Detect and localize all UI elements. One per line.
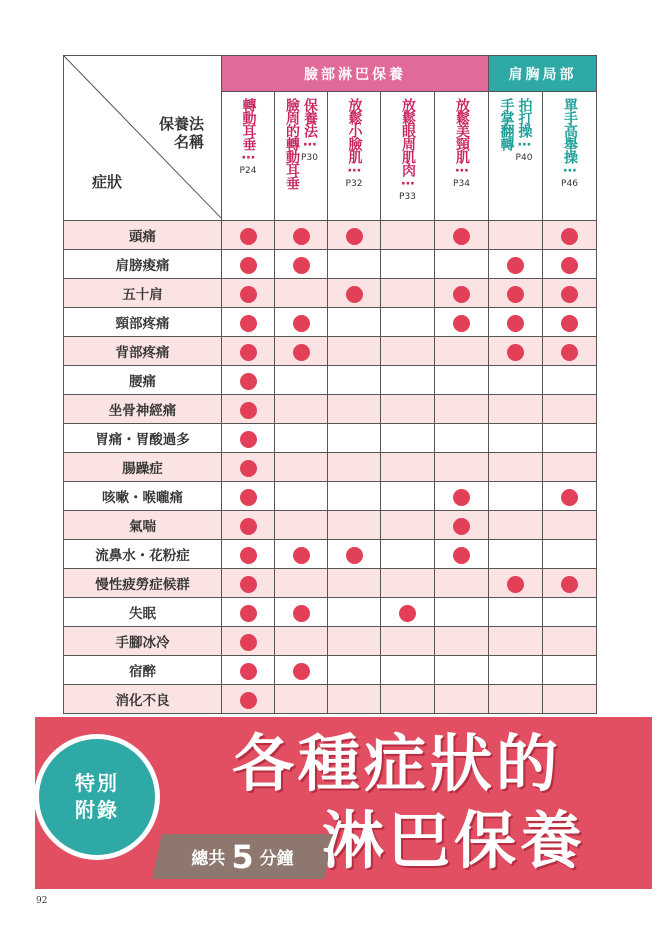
effect-cell — [543, 511, 597, 540]
table-row — [64, 337, 597, 366]
effect-cell — [381, 308, 435, 337]
effective-dot-icon — [293, 228, 310, 245]
effect-cell — [328, 482, 381, 511]
method-name-text: 拍打操⋯ — [516, 98, 533, 152]
effect-cell — [275, 250, 328, 279]
effect-cell — [275, 656, 328, 685]
effective-dot-icon — [453, 315, 470, 332]
method-header-6 — [489, 92, 543, 221]
table-row — [64, 366, 597, 395]
effect-cell — [381, 569, 435, 598]
method-name-text: 轉動耳垂⋯ — [240, 98, 257, 165]
effect-cell — [489, 569, 543, 598]
effect-cell — [489, 511, 543, 540]
effect-cell — [381, 279, 435, 308]
symptom-label: 腰痛 — [64, 366, 222, 395]
method-name-text: 臉周的轉動耳垂 — [284, 98, 301, 189]
method-page-ref: P32 — [345, 179, 363, 189]
effect-cell — [543, 221, 597, 250]
effect-cell — [435, 569, 489, 598]
effect-cell — [543, 308, 597, 337]
table-row — [64, 221, 597, 250]
effect-cell — [543, 453, 597, 482]
effect-cell — [489, 308, 543, 337]
symptom-label: 慢性疲勞症候群 — [64, 569, 222, 598]
effect-cell — [435, 221, 489, 250]
method-page-ref: P30 — [301, 153, 318, 163]
effect-cell — [435, 656, 489, 685]
effect-cell — [222, 627, 275, 656]
effect-cell — [435, 308, 489, 337]
effect-cell — [381, 482, 435, 511]
effect-cell — [328, 221, 381, 250]
effective-dot-icon — [240, 344, 257, 361]
effect-cell — [489, 685, 543, 714]
method-title — [381, 92, 434, 202]
effect-cell — [381, 366, 435, 395]
effect-cell — [435, 685, 489, 714]
effect-cell — [381, 685, 435, 714]
symptom-label: 胃痛・胃酸過多 — [64, 424, 222, 453]
method-header-7 — [543, 92, 597, 221]
effect-cell — [222, 424, 275, 453]
table-row — [64, 569, 597, 598]
method-name-text: 手掌翻轉 — [498, 98, 515, 150]
effect-cell — [328, 395, 381, 424]
effect-cell — [543, 366, 597, 395]
effective-dot-icon — [240, 286, 257, 303]
effective-dot-icon — [240, 315, 257, 332]
method-page-ref: P46 — [561, 179, 578, 189]
effect-cell — [328, 337, 381, 366]
effective-dot-icon — [293, 547, 310, 564]
effect-cell — [435, 627, 489, 656]
effective-dot-icon — [240, 576, 257, 593]
effect-cell — [275, 482, 328, 511]
effect-cell — [489, 337, 543, 366]
method-title-column — [240, 98, 257, 176]
banner-title-line2: 淋巴保養 — [322, 804, 587, 877]
method-page-ref: P34 — [453, 179, 470, 189]
effective-dot-icon — [453, 518, 470, 535]
method-title — [328, 92, 380, 189]
method-title-column — [453, 98, 470, 189]
table-row — [64, 511, 597, 540]
symptom-label: 咳嗽・喉嚨痛 — [64, 482, 222, 511]
effective-dot-icon — [561, 228, 578, 245]
effective-dot-icon — [346, 286, 363, 303]
effective-dot-icon — [561, 315, 578, 332]
effect-cell — [381, 540, 435, 569]
effect-cell — [222, 221, 275, 250]
effect-cell — [543, 482, 597, 511]
corner-symptom-label: 症狀 — [92, 173, 123, 191]
effect-cell — [543, 685, 597, 714]
effective-dot-icon — [293, 663, 310, 680]
effective-dot-icon — [453, 286, 470, 303]
effect-cell — [328, 540, 381, 569]
effect-cell — [489, 221, 543, 250]
effect-cell — [489, 424, 543, 453]
method-name-text: 放鬆小臉肌⋯ — [346, 98, 363, 178]
effective-dot-icon — [240, 518, 257, 535]
effect-cell — [381, 337, 435, 366]
effect-cell — [328, 598, 381, 627]
effective-dot-icon — [561, 286, 578, 303]
effect-cell — [275, 685, 328, 714]
effect-cell — [543, 540, 597, 569]
corner-method-label-line2: 名稱 — [173, 133, 204, 151]
effect-cell — [275, 366, 328, 395]
symptom-label: 坐骨神經痛 — [64, 395, 222, 424]
method-title-column — [561, 98, 578, 189]
table-row — [64, 598, 597, 627]
effect-cell — [222, 540, 275, 569]
ribbon-suffix: 分鐘 — [259, 849, 294, 869]
effect-cell — [381, 453, 435, 482]
symptom-label: 肩膀痠痛 — [64, 250, 222, 279]
effective-dot-icon — [293, 257, 310, 274]
effective-dot-icon — [293, 605, 310, 622]
effect-cell — [435, 424, 489, 453]
effective-dot-icon — [240, 692, 257, 709]
effect-cell — [222, 279, 275, 308]
method-name-text: 單手高舉操⋯ — [561, 98, 578, 178]
effective-dot-icon — [293, 344, 310, 361]
effective-dot-icon — [293, 315, 310, 332]
effective-dot-icon — [561, 576, 578, 593]
symptom-label: 手腳冰冷 — [64, 627, 222, 656]
method-title — [275, 92, 327, 189]
effect-cell — [222, 482, 275, 511]
special-appendix-badge — [39, 739, 155, 855]
effect-cell — [435, 540, 489, 569]
symptom-label: 腸躁症 — [64, 453, 222, 482]
effect-cell — [275, 279, 328, 308]
effect-cell — [489, 250, 543, 279]
method-name-text: 放鬆美頸肌⋯ — [453, 98, 470, 178]
method-title — [543, 92, 596, 189]
effect-cell — [489, 598, 543, 627]
badge-line1: 特別 — [75, 771, 119, 795]
effective-dot-icon — [561, 489, 578, 506]
effect-cell — [328, 511, 381, 540]
symptom-label: 氣喘 — [64, 511, 222, 540]
table-row — [64, 279, 597, 308]
effect-cell — [435, 482, 489, 511]
effect-cell — [381, 598, 435, 627]
method-title-column — [346, 98, 363, 189]
effective-dot-icon — [507, 315, 524, 332]
effective-dot-icon — [453, 547, 470, 564]
symptom-label: 失眠 — [64, 598, 222, 627]
effect-cell — [275, 540, 328, 569]
effective-dot-icon — [240, 460, 257, 477]
effect-cell — [489, 656, 543, 685]
effective-dot-icon — [507, 344, 524, 361]
effect-cell — [435, 395, 489, 424]
effect-cell — [381, 627, 435, 656]
effective-dot-icon — [561, 257, 578, 274]
effect-cell — [489, 482, 543, 511]
method-page-ref: P24 — [239, 166, 257, 176]
method-title-column — [399, 98, 416, 202]
effect-cell — [275, 598, 328, 627]
effective-dot-icon — [507, 286, 524, 303]
symptom-label: 消化不良 — [64, 685, 222, 714]
method-title-column — [301, 98, 318, 189]
method-page-ref: P33 — [399, 192, 416, 202]
method-name-text: 放鬆眼周肌肉⋯ — [399, 98, 416, 191]
symptom-label: 宿醉 — [64, 656, 222, 685]
page-number: 92 — [36, 896, 48, 906]
effect-cell — [275, 395, 328, 424]
effect-cell — [328, 366, 381, 395]
effect-cell — [328, 424, 381, 453]
symptom-label: 頭痛 — [64, 221, 222, 250]
effect-cell — [543, 569, 597, 598]
effect-cell — [275, 221, 328, 250]
symptom-label: 背部疼痛 — [64, 337, 222, 366]
effective-dot-icon — [561, 344, 578, 361]
effective-dot-icon — [240, 605, 257, 622]
effect-cell — [489, 366, 543, 395]
effect-cell — [222, 569, 275, 598]
method-title-column — [284, 98, 299, 189]
method-name-text: 保養法⋯ — [301, 98, 318, 152]
effective-dot-icon — [240, 489, 257, 506]
symptom-label: 五十肩 — [64, 279, 222, 308]
effect-cell — [381, 511, 435, 540]
table-row — [64, 250, 597, 279]
effect-cell — [222, 511, 275, 540]
effect-cell — [543, 337, 597, 366]
effect-cell — [435, 598, 489, 627]
effect-cell — [222, 337, 275, 366]
ribbon-prefix: 總共 — [191, 849, 226, 869]
effective-dot-icon — [453, 489, 470, 506]
effect-cell — [222, 366, 275, 395]
group-header-shoulder: 肩胸局部 — [489, 56, 597, 92]
method-header-5 — [435, 92, 489, 221]
effect-cell — [435, 453, 489, 482]
table-row — [64, 482, 597, 511]
effect-cell — [328, 685, 381, 714]
method-title — [489, 92, 542, 163]
effective-dot-icon — [507, 576, 524, 593]
table-row — [64, 656, 597, 685]
effect-cell — [222, 656, 275, 685]
effect-cell — [381, 250, 435, 279]
effect-cell — [328, 308, 381, 337]
corner-labels — [64, 91, 222, 219]
effective-dot-icon — [240, 257, 257, 274]
effect-cell — [489, 453, 543, 482]
effective-dot-icon — [453, 228, 470, 245]
method-title-column — [499, 98, 514, 163]
duration-ribbon-text — [160, 834, 325, 879]
effective-dot-icon — [240, 228, 257, 245]
effect-cell — [489, 395, 543, 424]
group-header-face: 臉部淋巴保養 — [222, 56, 489, 92]
effect-cell — [328, 569, 381, 598]
effect-cell — [328, 453, 381, 482]
method-header-3 — [328, 92, 381, 221]
effect-cell — [328, 656, 381, 685]
effect-cell — [543, 656, 597, 685]
effect-cell — [489, 627, 543, 656]
effect-cell — [275, 308, 328, 337]
badge-line2: 附錄 — [75, 798, 119, 822]
effective-dot-icon — [240, 634, 257, 651]
effect-cell — [275, 569, 328, 598]
ribbon-number: 5 — [231, 837, 254, 876]
effect-cell — [222, 685, 275, 714]
effect-cell — [381, 656, 435, 685]
banner-title-line1: 各種症狀的 — [231, 727, 562, 800]
table-row — [64, 424, 597, 453]
method-title — [222, 92, 274, 176]
symptom-label: 流鼻水・花粉症 — [64, 540, 222, 569]
effect-cell — [222, 250, 275, 279]
effective-dot-icon — [399, 605, 416, 622]
effect-cell — [543, 598, 597, 627]
effect-cell — [435, 366, 489, 395]
method-header-1 — [222, 92, 275, 221]
table-row — [64, 540, 597, 569]
effect-cell — [435, 279, 489, 308]
table-row — [64, 453, 597, 482]
effective-dot-icon — [240, 431, 257, 448]
effect-cell — [275, 511, 328, 540]
effective-dot-icon — [346, 228, 363, 245]
effect-cell — [275, 337, 328, 366]
method-header-2 — [275, 92, 328, 221]
effect-cell — [543, 627, 597, 656]
effective-dot-icon — [346, 547, 363, 564]
effect-cell — [222, 453, 275, 482]
effect-cell — [381, 221, 435, 250]
effect-cell — [222, 308, 275, 337]
effective-dot-icon — [240, 373, 257, 390]
symptom-label: 頸部疼痛 — [64, 308, 222, 337]
effect-cell — [435, 337, 489, 366]
effect-cell — [543, 424, 597, 453]
effect-cell — [275, 453, 328, 482]
effect-cell — [328, 627, 381, 656]
effect-cell — [222, 598, 275, 627]
effect-cell — [275, 424, 328, 453]
method-page-ref: P40 — [515, 153, 533, 163]
effective-dot-icon — [507, 257, 524, 274]
effect-cell — [381, 424, 435, 453]
effect-cell — [435, 250, 489, 279]
effect-cell — [381, 395, 435, 424]
method-header-4 — [381, 92, 435, 221]
effect-cell — [435, 511, 489, 540]
method-title — [435, 92, 488, 189]
effect-cell — [328, 250, 381, 279]
method-title-column — [516, 98, 533, 163]
corner-method-label — [159, 115, 204, 151]
effect-cell — [328, 279, 381, 308]
effective-dot-icon — [240, 663, 257, 680]
effective-dot-icon — [240, 402, 257, 419]
effect-cell — [543, 279, 597, 308]
table-row — [64, 627, 597, 656]
effect-cell — [543, 395, 597, 424]
effective-dot-icon — [240, 547, 257, 564]
effect-cell — [543, 250, 597, 279]
effect-cell — [275, 627, 328, 656]
effect-cell — [489, 279, 543, 308]
table-row — [64, 308, 597, 337]
effect-cell — [489, 540, 543, 569]
table-row — [64, 395, 597, 424]
corner-method-label-line1: 保養法 — [158, 115, 204, 133]
table-row — [64, 685, 597, 714]
effect-cell — [222, 395, 275, 424]
